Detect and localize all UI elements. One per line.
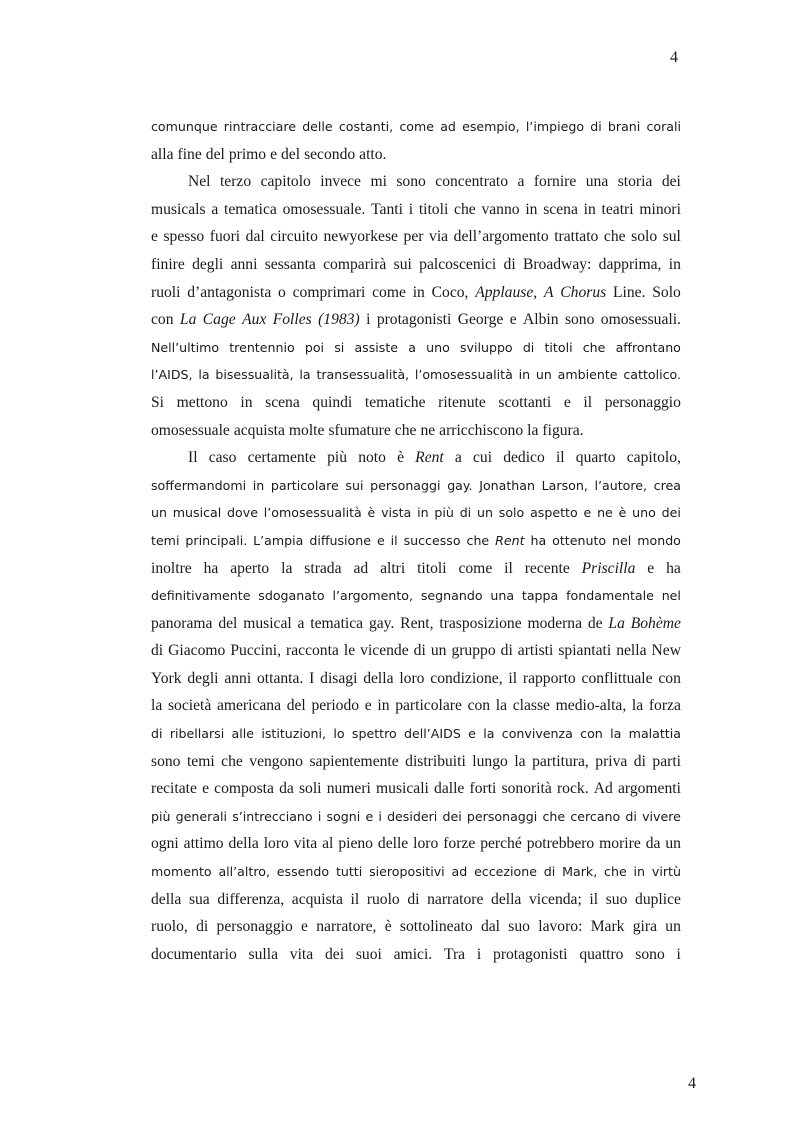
text-line: ruoli d’antagonista o comprimari come in Coco, Applause, A Chorus Line. Solo — [151, 283, 681, 301]
page-number-bottom: 4 — [688, 1075, 696, 1092]
text-line: panorama del musical a tematica gay. Rent, trasposizione moderna de La Bohème — [151, 614, 681, 632]
text-line: documentario sulla vita dei suoi amici. Tra i protagonisti quattro sono i — [151, 945, 681, 963]
text-line: sono temi che vengono sapientemente distribuiti lungo la partitura, priva di parti — [151, 752, 681, 770]
text-line: l’AIDS, la bisessualità, la transessualità, l’omosessualità in un ambiente cattolico. — [151, 367, 681, 383]
text-line: di ribellarsi alle istituzioni, lo spettro dell’AIDS e la convivenza con la malattia — [151, 726, 681, 742]
text-line: Il caso certamente più noto è Rent a cui dedico il quarto capitolo, — [188, 449, 681, 467]
text-line: Si mettono in scena quindi tematiche ritenute scottanti e il personaggio — [151, 393, 681, 411]
page-number-top: 4 — [670, 49, 678, 66]
text-line: York degli anni ottanta. I disagi della loro condizione, il rapporto conflittuale con — [151, 669, 681, 687]
body-text — [151, 113, 681, 968]
text-line: della sua differenza, acquista il ruolo di narratore della vicenda; il suo duplice — [151, 890, 681, 908]
text-line: e spesso fuori dal circuito newyorkese per via dell’argomento trattato che solo sul — [151, 228, 681, 246]
text-line: Nel terzo capitolo invece mi sono concentrato a fornire una storia dei — [188, 173, 681, 191]
text-line: di Giacomo Puccini, racconta le vicende di un gruppo di artisti spiantati nella New — [151, 642, 681, 660]
text-line: musicals a tematica omosessuale. Tanti i titoli che vanno in scena in teatri minori — [151, 200, 681, 218]
text-line: temi principali. L’ampia diffusione e il successo che Rent ha ottenuto nel mondo — [151, 532, 681, 548]
text-line: ogni attimo della loro vita al pieno delle loro forze perché potrebbero morire da un — [151, 835, 681, 853]
text-line: con La Cage Aux Folles (1983) i protagonisti George e Albin sono omosessuali. — [151, 311, 681, 329]
text-line: recitate e composta da soli numeri musicali dalle forti sonorità rock. Ad argomenti — [151, 780, 681, 798]
text-line: soffermandomi in particolare sui personaggi gay. Jonathan Larson, l’autore, crea — [151, 477, 681, 493]
text-line: definitivamente sdoganato l’argomento, segnando una tappa fondamentale nel — [151, 588, 681, 604]
text-line: inoltre ha aperto la strada ad altri titoli come il recente Priscilla e ha — [151, 559, 681, 577]
text-line: momento all’altro, essendo tutti sieropositivi ad eccezione di Mark, che in virtù — [151, 864, 681, 880]
text-line: comunque rintracciare delle costanti, come ad esempio, l’impiego di brani corali — [151, 119, 681, 134]
text-line: più generali s’intrecciano i sogni e i desideri dei personaggi che cercano di vivere — [151, 808, 681, 824]
text-line: la società americana del periodo e in particolare con la classe medio-alta, la forza — [151, 697, 681, 715]
text-line: Nell’ultimo trentennio poi si assiste a uno sviluppo di titoli che affrontano — [151, 339, 681, 355]
text-line: omosessuale acquista molte sfumature che ne arricchiscono la figura. — [151, 421, 584, 439]
text-line: alla fine del primo e del secondo atto. — [151, 145, 387, 163]
text-line: finire degli anni sessanta comparirà sui palcoscenici di Broadway: dapprima, in — [151, 255, 681, 273]
text-line: ruolo, di personaggio e narratore, è sottolineato dal suo lavoro: Mark gira un — [151, 918, 681, 936]
text-line: un musical dove l’omosessualità è vista in più di un solo aspetto e ne è uno dei — [151, 505, 681, 521]
